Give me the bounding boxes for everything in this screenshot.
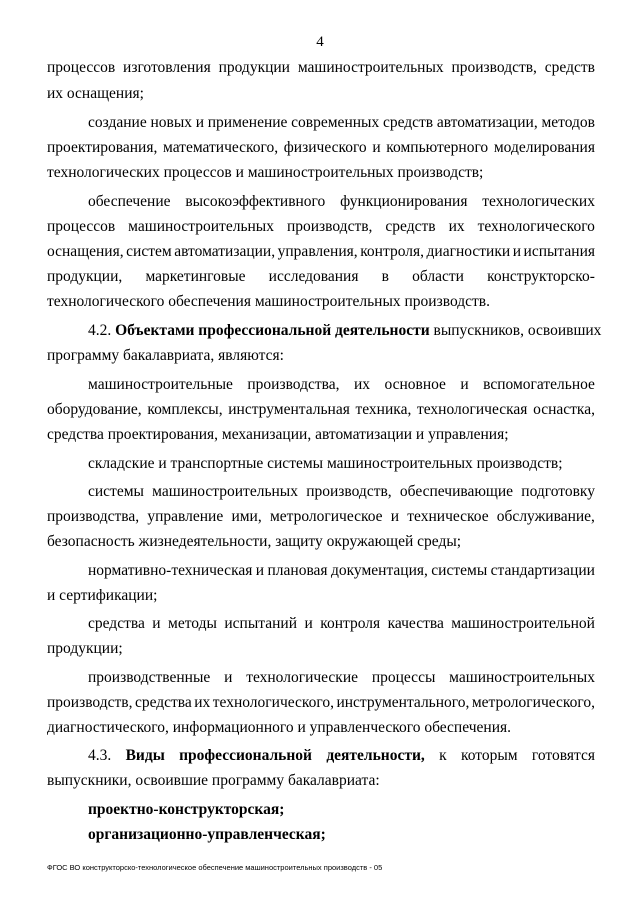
word: управления, — [277, 243, 358, 260]
text-line — [88, 113, 595, 133]
word: технологического, — [212, 694, 334, 711]
word: процессы — [371, 669, 436, 686]
word: оснастка, — [533, 401, 595, 418]
word: функционирования — [340, 193, 468, 210]
word: и — [512, 243, 521, 260]
text-line: безопасность жизнедеятельности, защиту окружающей среды; — [47, 533, 462, 550]
word: и — [372, 139, 381, 156]
section-text: выпускников, освоивших — [429, 322, 602, 339]
word: методов — [541, 114, 595, 131]
word: машиностроительные — [88, 376, 233, 393]
word: процессов — [47, 59, 116, 76]
word: технологические — [246, 669, 359, 686]
word: основное — [384, 376, 446, 393]
word: изготовления — [123, 59, 211, 76]
word: деятельности, — [326, 747, 425, 764]
word: испытания — [523, 243, 595, 260]
word: обслуживание, — [496, 508, 595, 525]
word: производств, — [286, 218, 373, 235]
word: систем — [126, 243, 172, 260]
word: области — [412, 268, 464, 285]
word: техника, — [355, 401, 412, 418]
word: их — [353, 376, 370, 393]
word: документация, — [330, 562, 428, 579]
word: подготовку — [521, 483, 595, 500]
word: диагностики — [426, 243, 511, 260]
text-line — [88, 561, 595, 581]
word: качества — [387, 615, 444, 632]
word: физического — [283, 139, 367, 156]
word: управление — [147, 508, 224, 525]
word: конструкторско- — [487, 268, 595, 285]
section-4-2-heading-line — [88, 321, 601, 341]
word: и — [224, 669, 233, 686]
word: производства, — [247, 376, 340, 393]
word: контроля — [320, 615, 381, 632]
text-line: складские и транспортные системы машиностроительных производств; — [88, 455, 563, 472]
text-line — [47, 507, 595, 527]
word: производств, — [47, 694, 133, 711]
word: машиностроительных — [152, 483, 298, 500]
word: инструментальная — [228, 401, 350, 418]
word: машиностроительных — [449, 669, 595, 686]
text-line — [47, 217, 595, 237]
word: создание — [88, 114, 147, 131]
word: производств, — [451, 59, 537, 76]
word: машиностроительных — [297, 59, 444, 76]
section-term: Объектами профессиональной деятельности — [115, 322, 430, 339]
word: средства — [134, 694, 192, 711]
word: автоматизации, — [436, 114, 538, 131]
word: Виды — [125, 747, 165, 764]
word: производства, — [47, 508, 140, 525]
word: и — [152, 615, 161, 632]
word: применение — [207, 114, 288, 131]
word: производств, — [306, 483, 392, 500]
word: технологических — [482, 193, 595, 210]
section-number: 4.2. — [88, 322, 116, 339]
word: 4.3. — [88, 747, 112, 764]
text-line — [47, 693, 595, 713]
word: и — [304, 615, 313, 632]
text-line: программу бакалавриата, являются: — [47, 347, 284, 364]
text-line: технологического обеспечения машиностроительных производств. — [47, 293, 490, 310]
word: обеспечение — [88, 193, 171, 210]
word: их — [194, 694, 211, 711]
word: компьютерного — [386, 139, 489, 156]
word: оснащения, — [47, 243, 124, 260]
text-line: и сертификации; — [47, 587, 158, 604]
word: их — [448, 218, 465, 235]
activity-type-item: организационно-управленческая; — [88, 826, 326, 843]
text-line — [88, 192, 595, 212]
word: ими, — [231, 508, 262, 525]
word: нормативно-техническая — [88, 562, 253, 579]
text-line — [88, 668, 595, 688]
text-line — [88, 614, 595, 634]
activity-type-item: проектно-конструкторская; — [88, 801, 285, 818]
word: автоматизации, — [174, 243, 276, 260]
word: стандартизации — [490, 562, 595, 579]
word: и — [255, 562, 265, 579]
text-line: средства проектирования, механизации, автоматизации и управления; — [47, 426, 509, 443]
word: техническое — [407, 508, 489, 525]
word: средств — [385, 218, 436, 235]
word: маркетинговые — [145, 268, 246, 285]
word: метрологического, — [471, 694, 595, 711]
page-number: 4 — [316, 34, 324, 50]
word: к — [439, 747, 447, 764]
text-line: диагностического, информационного и управленческого обеспечения. — [47, 719, 511, 736]
word: и — [460, 376, 469, 393]
text-line — [47, 138, 595, 158]
word: проектирования, — [47, 139, 158, 156]
word: высокоэффективного — [185, 193, 326, 210]
word: новых — [150, 114, 192, 131]
word: комплексы, — [147, 401, 223, 418]
text-line — [47, 267, 595, 287]
word: системы — [88, 483, 144, 500]
word: и — [390, 508, 400, 525]
section-4-3-heading-line — [88, 746, 595, 766]
text-line — [88, 375, 595, 395]
word: средства — [88, 615, 145, 632]
text-line: продукции; — [47, 640, 123, 657]
word: системы — [431, 562, 488, 579]
word: продукции, — [47, 268, 123, 285]
word: готовятся — [531, 747, 595, 764]
word: средств — [382, 114, 434, 131]
word: которым — [460, 747, 518, 764]
word: продукции — [218, 59, 290, 76]
word: технологического — [477, 218, 595, 235]
text-line — [88, 482, 595, 502]
word: исследования — [268, 268, 359, 285]
word: средств — [544, 59, 595, 76]
text-line — [47, 58, 595, 78]
word: математического, — [163, 139, 279, 156]
word: вспомогательное — [483, 376, 595, 393]
word: и — [195, 114, 205, 131]
footer-text: ФГОС ВО конструкторско-технологическое обеспечение машиностроительных производств - 05 — [47, 863, 383, 872]
text-line — [47, 242, 595, 262]
word: инструментального, — [336, 694, 470, 711]
word: обеспечивающие — [399, 483, 514, 500]
word: методы — [168, 615, 217, 632]
text-line — [47, 400, 595, 420]
word: моделирования — [493, 139, 595, 156]
text-line: выпускники, освоившие программу бакалавриата: — [47, 772, 380, 789]
word: испытаний — [224, 615, 297, 632]
word: процессов — [47, 218, 116, 235]
word: в — [381, 268, 389, 285]
word: контроля, — [360, 243, 424, 260]
word: современных — [291, 114, 380, 131]
word: технологическая — [416, 401, 528, 418]
word: машиностроительной — [451, 615, 595, 632]
word: плановая — [267, 562, 328, 579]
word: метрологическое — [269, 508, 383, 525]
word: машиностроительных — [128, 218, 274, 235]
text-line: их оснащения; — [47, 85, 144, 102]
word: оборудование, — [47, 401, 142, 418]
text-line: технологических процессов и машиностроительных производств; — [47, 164, 484, 181]
word: производственные — [88, 669, 211, 686]
word: профессиональной — [179, 747, 312, 764]
